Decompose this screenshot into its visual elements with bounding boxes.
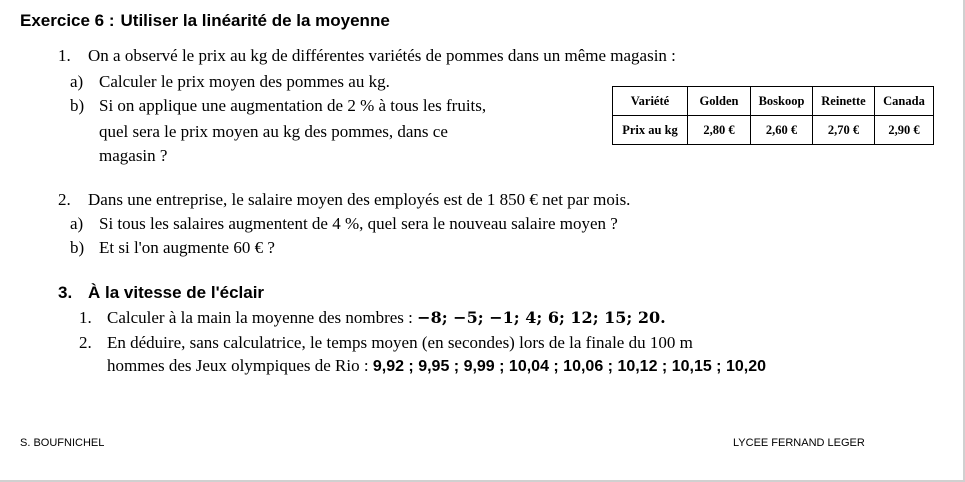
- q1-number: 1.: [58, 46, 71, 65]
- q2-number: 2.: [58, 190, 71, 209]
- q3-item1-numbers: −8; −5; −1; 4; 6; 12; 15; 20.: [417, 308, 666, 327]
- q3-item2-marker: 2.: [79, 333, 92, 352]
- exercise-title-text: Utiliser la linéarité de la moyenne: [120, 11, 390, 30]
- table-cell: Prix au kg: [613, 116, 688, 145]
- table-cell: Golden: [688, 87, 751, 116]
- exercise-label: Exercice 6 :: [20, 11, 115, 30]
- q1-b-marker: b): [70, 96, 85, 115]
- q2-intro: Dans une entreprise, le salaire moyen des employés est de 1 850 € net par mois.: [88, 190, 631, 209]
- exercise-title: [20, 11, 390, 31]
- footer-school: LYCEE FERNAND LEGER: [733, 437, 865, 449]
- table-cell: Reinette: [813, 87, 875, 116]
- q3-item1-text: [107, 308, 666, 328]
- price-table: [612, 86, 934, 145]
- q3-item2-line2: [107, 356, 766, 376]
- q2-a-marker: a): [70, 214, 84, 233]
- q3-item2-line1: En déduire, sans calculatrice, le temps moyen (en secondes) lors de la finale du 100 m: [107, 333, 693, 352]
- table-cell: 2,80 €: [688, 116, 751, 145]
- q1-b-line2: quel sera le prix moyen au kg des pommes, dans ce: [99, 122, 448, 141]
- table-row: [613, 87, 934, 116]
- q3-item2-label: hommes des Jeux olympiques de Rio :: [107, 356, 369, 375]
- q1-a-text: Calculer le prix moyen des pommes au kg.: [99, 72, 390, 91]
- q3-item2-values: 9,92 ; 9,95 ; 9,99 ; 10,04 ; 10,06 ; 10,12 ; 10,15 ; 10,20: [372, 358, 766, 375]
- q2-b-marker: b): [70, 238, 85, 257]
- q1-a-marker: a): [70, 72, 84, 91]
- q3-heading: À la vitesse de l'éclair: [88, 283, 265, 302]
- q1-intro: On a observé le prix au kg de différentes variétés de pommes dans un même magasin :: [88, 46, 676, 65]
- table-cell: Canada: [875, 87, 934, 116]
- q2-a-text: Si tous les salaires augmentent de 4 %, quel sera le nouveau salaire moyen ?: [99, 214, 618, 233]
- q1-b-line1: Si on applique une augmentation de 2 % à tous les fruits,: [99, 96, 487, 115]
- q1-b-line3: magasin ?: [99, 146, 168, 165]
- q2-b-text: Et si l'on augmente 60 € ?: [99, 238, 275, 257]
- q3-item1-marker: 1.: [79, 308, 92, 327]
- footer-author: S. BOUFNICHEL: [20, 437, 105, 449]
- table-cell: 2,90 €: [875, 116, 934, 145]
- q3-item1-label: Calculer à la main la moyenne des nombres :: [107, 308, 413, 327]
- table-cell: Boskoop: [751, 87, 813, 116]
- table-cell: 2,60 €: [751, 116, 813, 145]
- table-cell: 2,70 €: [813, 116, 875, 145]
- table-row: [613, 116, 934, 145]
- q3-number: 3.: [58, 283, 73, 302]
- table-cell: Variété: [613, 87, 688, 116]
